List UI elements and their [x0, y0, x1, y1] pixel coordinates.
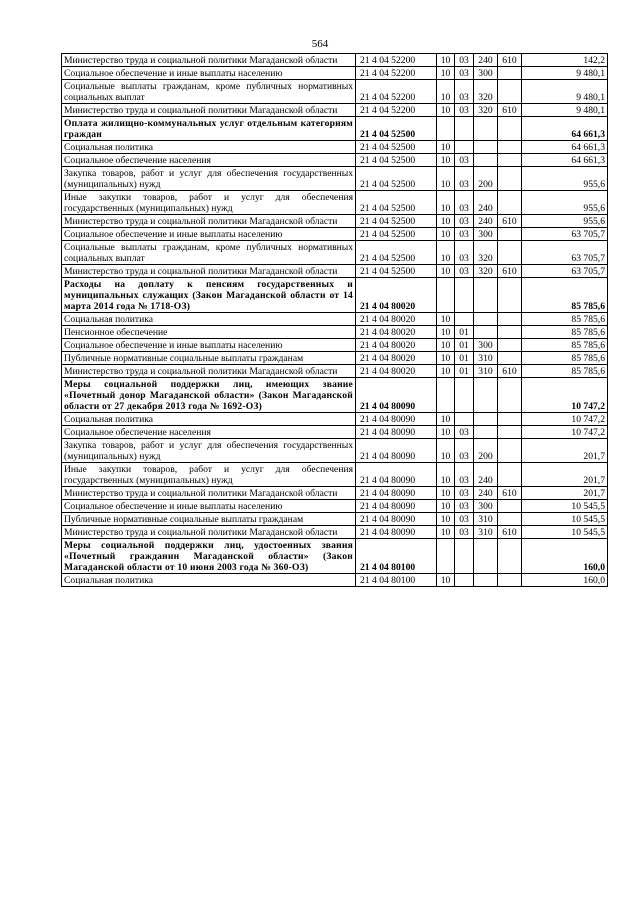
row-name-cell: Пенсионное обеспечение	[62, 326, 356, 339]
table-body	[62, 54, 608, 587]
amount-cell: 85 785,6	[522, 365, 608, 378]
subsection-code-cell: 03	[455, 439, 474, 463]
expense-type-cell	[474, 117, 498, 141]
budget-manager-cell: 610	[498, 487, 522, 500]
row-name-cell: Социальное обеспечение и иные выплаты населению	[62, 500, 356, 513]
section-code-cell: 10	[437, 191, 455, 215]
expense-type-cell: 320	[474, 104, 498, 117]
target-article-cell: 21 4 04 52500	[356, 117, 437, 141]
budget-manager-cell: 610	[498, 365, 522, 378]
expense-type-cell: 200	[474, 167, 498, 191]
table-row	[62, 167, 608, 191]
expense-type-cell	[474, 413, 498, 426]
expense-type-cell: 310	[474, 526, 498, 539]
amount-cell: 10 545,5	[522, 513, 608, 526]
row-name-cell: Министерство труда и социальной политики Магаданской области	[62, 265, 356, 278]
budget-manager-cell	[498, 191, 522, 215]
budget-manager-cell: 610	[498, 526, 522, 539]
amount-cell: 955,6	[522, 167, 608, 191]
budget-manager-cell	[498, 539, 522, 574]
target-article-cell: 21 4 04 52200	[356, 80, 437, 104]
budget-manager-cell	[498, 339, 522, 352]
amount-cell: 10 545,5	[522, 500, 608, 513]
amount-cell: 201,7	[522, 463, 608, 487]
section-code-cell: 10	[437, 526, 455, 539]
target-article-cell: 21 4 04 80020	[356, 352, 437, 365]
table-row	[62, 265, 608, 278]
section-code-cell: 10	[437, 154, 455, 167]
amount-cell: 63 705,7	[522, 241, 608, 265]
section-code-cell: 10	[437, 500, 455, 513]
table-row	[62, 413, 608, 426]
expense-type-cell: 240	[474, 463, 498, 487]
amount-cell: 85 785,6	[522, 326, 608, 339]
amount-cell: 85 785,6	[522, 278, 608, 313]
expense-type-cell: 300	[474, 339, 498, 352]
subsection-code-cell: 03	[455, 265, 474, 278]
row-name-cell: Социальное обеспечение и иные выплаты населению	[62, 67, 356, 80]
section-code-cell: 10	[437, 463, 455, 487]
subsection-code-cell	[455, 574, 474, 587]
amount-cell: 9 480,1	[522, 104, 608, 117]
table-row	[62, 215, 608, 228]
section-code-cell: 10	[437, 487, 455, 500]
table-row	[62, 313, 608, 326]
table-row	[62, 365, 608, 378]
budget-manager-cell	[498, 439, 522, 463]
target-article-cell: 21 4 04 80020	[356, 278, 437, 313]
row-name-cell: Социальная политика	[62, 141, 356, 154]
amount-cell: 10 747,2	[522, 413, 608, 426]
table-row	[62, 191, 608, 215]
subsection-code-cell: 01	[455, 339, 474, 352]
row-name-cell: Социальное обеспечение населения	[62, 154, 356, 167]
expense-type-cell: 240	[474, 191, 498, 215]
target-article-cell: 21 4 04 52500	[356, 167, 437, 191]
amount-cell: 64 661,3	[522, 154, 608, 167]
target-article-cell: 21 4 04 52500	[356, 191, 437, 215]
row-name-cell: Закупка товаров, работ и услуг для обеспечения государственных (муниципальных) нужд	[62, 439, 356, 463]
table-row	[62, 487, 608, 500]
row-name-cell: Министерство труда и социальной политики Магаданской области	[62, 54, 356, 67]
section-code-cell: 10	[437, 352, 455, 365]
section-code-cell: 10	[437, 80, 455, 104]
expense-type-cell	[474, 326, 498, 339]
section-code-cell: 10	[437, 167, 455, 191]
target-article-cell: 21 4 04 52500	[356, 141, 437, 154]
table-row	[62, 574, 608, 587]
row-name-cell: Социальное обеспечение и иные выплаты населению	[62, 339, 356, 352]
amount-cell: 85 785,6	[522, 313, 608, 326]
target-article-cell: 21 4 04 52500	[356, 241, 437, 265]
table-row	[62, 54, 608, 67]
budget-manager-cell	[498, 574, 522, 587]
section-code-cell	[437, 117, 455, 141]
amount-cell: 10 747,2	[522, 378, 608, 413]
table-row	[62, 526, 608, 539]
table-row	[62, 463, 608, 487]
expense-type-cell	[474, 574, 498, 587]
expense-type-cell: 240	[474, 487, 498, 500]
subsection-code-cell: 03	[455, 167, 474, 191]
budget-manager-cell: 610	[498, 265, 522, 278]
amount-cell: 142,2	[522, 54, 608, 67]
subsection-code-cell: 03	[455, 487, 474, 500]
target-article-cell: 21 4 04 80090	[356, 463, 437, 487]
budget-manager-cell	[498, 241, 522, 265]
row-name-cell: Меры социальной поддержки лиц, имеющих звание «Почетный донор Магаданской области» (Закон Магаданской области от 27 декабря 2013 года № 1692-ОЗ)	[62, 378, 356, 413]
subsection-code-cell: 03	[455, 191, 474, 215]
target-article-cell: 21 4 04 80090	[356, 426, 437, 439]
row-name-cell: Социальная политика	[62, 574, 356, 587]
target-article-cell: 21 4 04 52500	[356, 154, 437, 167]
amount-cell: 955,6	[522, 215, 608, 228]
budget-manager-cell	[498, 463, 522, 487]
target-article-cell: 21 4 04 80020	[356, 313, 437, 326]
row-name-cell: Расходы на доплату к пенсиям государственных и муниципальных служащих (Закон Магаданской области от 14 марта 2014 года № 1718-ОЗ)	[62, 278, 356, 313]
target-article-cell: 21 4 04 80090	[356, 413, 437, 426]
expense-type-cell	[474, 378, 498, 413]
subsection-code-cell	[455, 413, 474, 426]
target-article-cell: 21 4 04 80020	[356, 326, 437, 339]
budget-manager-cell	[498, 117, 522, 141]
table-row	[62, 154, 608, 167]
row-name-cell: Социальное обеспечение и иные выплаты населению	[62, 228, 356, 241]
table-row	[62, 67, 608, 80]
target-article-cell: 21 4 04 52500	[356, 228, 437, 241]
row-name-cell: Министерство труда и социальной политики Магаданской области	[62, 215, 356, 228]
subsection-code-cell: 03	[455, 54, 474, 67]
row-name-cell: Министерство труда и социальной политики Магаданской области	[62, 365, 356, 378]
target-article-cell: 21 4 04 80090	[356, 513, 437, 526]
target-article-cell: 21 4 04 80100	[356, 574, 437, 587]
expense-type-cell: 310	[474, 513, 498, 526]
budget-manager-cell	[498, 500, 522, 513]
amount-cell: 160,0	[522, 539, 608, 574]
subsection-code-cell	[455, 378, 474, 413]
table-row	[62, 241, 608, 265]
subsection-code-cell: 03	[455, 67, 474, 80]
row-name-cell: Оплата жилищно-коммунальных услуг отдельным категориям граждан	[62, 117, 356, 141]
subsection-code-cell: 03	[455, 104, 474, 117]
amount-cell: 64 661,3	[522, 117, 608, 141]
target-article-cell: 21 4 04 52500	[356, 265, 437, 278]
section-code-cell: 10	[437, 426, 455, 439]
expense-type-cell: 200	[474, 439, 498, 463]
amount-cell: 10 545,5	[522, 526, 608, 539]
expense-type-cell: 300	[474, 500, 498, 513]
target-article-cell: 21 4 04 80020	[356, 339, 437, 352]
row-name-cell: Публичные нормативные социальные выплаты гражданам	[62, 352, 356, 365]
amount-cell: 9 480,1	[522, 67, 608, 80]
amount-cell: 9 480,1	[522, 80, 608, 104]
subsection-code-cell: 03	[455, 526, 474, 539]
target-article-cell: 21 4 04 80100	[356, 539, 437, 574]
section-code-cell	[437, 278, 455, 313]
section-code-cell: 10	[437, 265, 455, 278]
table-row	[62, 228, 608, 241]
row-name-cell: Закупка товаров, работ и услуг для обеспечения государственных (муниципальных) нужд	[62, 167, 356, 191]
table-row-heading	[62, 117, 608, 141]
subsection-code-cell	[455, 117, 474, 141]
target-article-cell: 21 4 04 52200	[356, 104, 437, 117]
section-code-cell: 10	[437, 439, 455, 463]
row-name-cell: Социальная политика	[62, 313, 356, 326]
budget-manager-cell	[498, 413, 522, 426]
budget-manager-cell	[498, 313, 522, 326]
row-name-cell: Социальные выплаты гражданам, кроме публичных нормативных социальных выплат	[62, 241, 356, 265]
budget-manager-cell	[498, 378, 522, 413]
expense-type-cell: 300	[474, 228, 498, 241]
subsection-code-cell: 03	[455, 500, 474, 513]
subsection-code-cell: 01	[455, 326, 474, 339]
amount-cell: 63 705,7	[522, 228, 608, 241]
subsection-code-cell: 03	[455, 154, 474, 167]
budget-manager-cell	[498, 352, 522, 365]
section-code-cell: 10	[437, 313, 455, 326]
table-row	[62, 500, 608, 513]
amount-cell: 63 705,7	[522, 265, 608, 278]
table-row	[62, 104, 608, 117]
subsection-code-cell	[455, 278, 474, 313]
row-name-cell: Иные закупки товаров, работ и услуг для обеспечения государственных (муниципальных) нужд	[62, 463, 356, 487]
subsection-code-cell: 03	[455, 228, 474, 241]
section-code-cell	[437, 378, 455, 413]
section-code-cell: 10	[437, 215, 455, 228]
expense-type-cell: 240	[474, 54, 498, 67]
subsection-code-cell: 03	[455, 513, 474, 526]
row-name-cell: Меры социальной поддержки лиц, удостоенных звания «Почетный гражданин Магаданской области» (Закон Магаданской области от 10 июня 2003 года № 360-ОЗ)	[62, 539, 356, 574]
row-name-cell: Социальные выплаты гражданам, кроме публичных нормативных социальных выплат	[62, 80, 356, 104]
budget-table	[61, 53, 608, 587]
budget-manager-cell	[498, 278, 522, 313]
page-number: 564	[311, 38, 329, 50]
expense-type-cell	[474, 313, 498, 326]
section-code-cell: 10	[437, 67, 455, 80]
amount-cell: 160,0	[522, 574, 608, 587]
table-row	[62, 326, 608, 339]
budget-manager-cell	[498, 167, 522, 191]
expense-type-cell	[474, 426, 498, 439]
subsection-code-cell	[455, 141, 474, 154]
amount-cell: 201,7	[522, 487, 608, 500]
table-row	[62, 352, 608, 365]
target-article-cell: 21 4 04 52200	[356, 54, 437, 67]
subsection-code-cell: 03	[455, 241, 474, 265]
budget-manager-cell	[498, 141, 522, 154]
amount-cell: 201,7	[522, 439, 608, 463]
budget-manager-cell	[498, 154, 522, 167]
expense-type-cell: 240	[474, 215, 498, 228]
expense-type-cell: 300	[474, 67, 498, 80]
subsection-code-cell	[455, 539, 474, 574]
table-row	[62, 426, 608, 439]
section-code-cell: 10	[437, 365, 455, 378]
section-code-cell: 10	[437, 513, 455, 526]
budget-manager-cell: 610	[498, 215, 522, 228]
subsection-code-cell: 03	[455, 80, 474, 104]
section-code-cell: 10	[437, 339, 455, 352]
table-row-heading	[62, 278, 608, 313]
row-name-cell: Министерство труда и социальной политики Магаданской области	[62, 526, 356, 539]
subsection-code-cell: 03	[455, 463, 474, 487]
expense-type-cell: 320	[474, 265, 498, 278]
row-name-cell: Социальная политика	[62, 413, 356, 426]
row-name-cell: Социальное обеспечение населения	[62, 426, 356, 439]
section-code-cell: 10	[437, 104, 455, 117]
target-article-cell: 21 4 04 80090	[356, 500, 437, 513]
table-row	[62, 439, 608, 463]
budget-manager-cell	[498, 513, 522, 526]
amount-cell: 64 661,3	[522, 141, 608, 154]
expense-type-cell: 320	[474, 80, 498, 104]
expense-type-cell	[474, 141, 498, 154]
target-article-cell: 21 4 04 52500	[356, 215, 437, 228]
target-article-cell: 21 4 04 80090	[356, 487, 437, 500]
budget-manager-cell: 610	[498, 54, 522, 67]
target-article-cell: 21 4 04 80090	[356, 378, 437, 413]
section-code-cell: 10	[437, 54, 455, 67]
row-name-cell: Публичные нормативные социальные выплаты гражданам	[62, 513, 356, 526]
subsection-code-cell: 03	[455, 426, 474, 439]
expense-type-cell: 310	[474, 352, 498, 365]
target-article-cell: 21 4 04 80090	[356, 439, 437, 463]
table-row	[62, 513, 608, 526]
section-code-cell: 10	[437, 413, 455, 426]
budget-manager-cell	[498, 67, 522, 80]
subsection-code-cell	[455, 313, 474, 326]
expense-type-cell: 320	[474, 241, 498, 265]
row-name-cell: Министерство труда и социальной политики Магаданской области	[62, 487, 356, 500]
budget-manager-cell	[498, 326, 522, 339]
budget-manager-cell	[498, 426, 522, 439]
subsection-code-cell: 01	[455, 352, 474, 365]
section-code-cell: 10	[437, 574, 455, 587]
subsection-code-cell: 03	[455, 215, 474, 228]
expense-type-cell	[474, 278, 498, 313]
amount-cell: 85 785,6	[522, 352, 608, 365]
target-article-cell: 21 4 04 80020	[356, 365, 437, 378]
row-name-cell: Иные закупки товаров, работ и услуг для обеспечения государственных (муниципальных) нужд	[62, 191, 356, 215]
section-code-cell: 10	[437, 241, 455, 265]
expense-type-cell	[474, 539, 498, 574]
table-row	[62, 339, 608, 352]
expense-type-cell	[474, 154, 498, 167]
table-row-heading	[62, 378, 608, 413]
target-article-cell: 21 4 04 80090	[356, 526, 437, 539]
budget-manager-cell	[498, 228, 522, 241]
table-row-heading	[62, 539, 608, 574]
section-code-cell	[437, 539, 455, 574]
table-row	[62, 141, 608, 154]
budget-manager-cell: 610	[498, 104, 522, 117]
subsection-code-cell: 01	[455, 365, 474, 378]
amount-cell: 85 785,6	[522, 339, 608, 352]
budget-manager-cell	[498, 80, 522, 104]
amount-cell: 955,6	[522, 191, 608, 215]
section-code-cell: 10	[437, 141, 455, 154]
expense-type-cell: 310	[474, 365, 498, 378]
target-article-cell: 21 4 04 52200	[356, 67, 437, 80]
section-code-cell: 10	[437, 326, 455, 339]
table-row	[62, 80, 608, 104]
amount-cell: 10 747,2	[522, 426, 608, 439]
row-name-cell: Министерство труда и социальной политики Магаданской области	[62, 104, 356, 117]
section-code-cell: 10	[437, 228, 455, 241]
